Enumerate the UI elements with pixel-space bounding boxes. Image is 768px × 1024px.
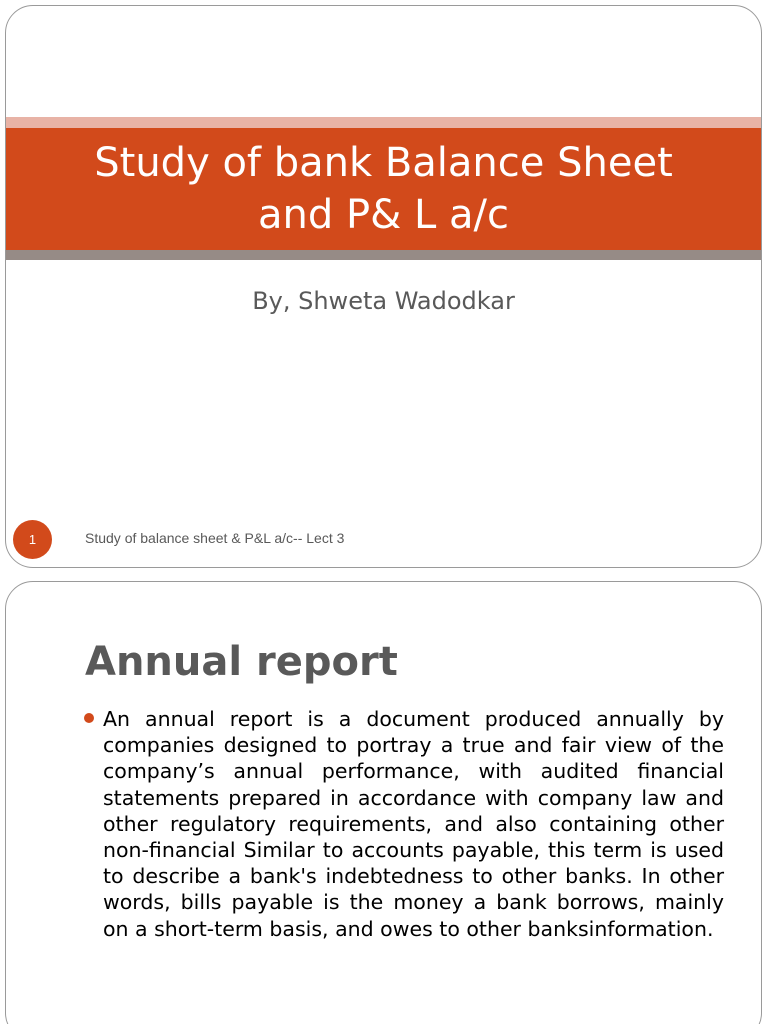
slide-footer: Study of balance sheet & P&L a/c-- Lect 3 <box>85 530 345 546</box>
title-accent-top-bar <box>6 117 761 128</box>
slide-heading: Annual report <box>85 639 398 685</box>
title-accent-bottom-bar <box>6 250 761 260</box>
slide-number: 1 <box>28 532 37 547</box>
bullet-text: An annual report is a document produced annually by companies designed to portray a true and fair view of the company’s annual performance, with audited financial statements prepared in accordance with company law and other regulatory requirements, and also containing other non-financial Similar to accounts payable, this term is used to describe a bank's indebtedness to other banks. In other words, bills payable is the money a bank borrows, mainly on a short-term basis, and owes to other banksinformation. <box>103 707 724 941</box>
title-band <box>6 128 761 250</box>
slide-1 <box>5 5 762 568</box>
bullet-item <box>84 706 724 942</box>
slide-title: Study of bank Balance Sheet and P& L a/c <box>94 140 673 238</box>
bullet-dot-icon <box>84 713 94 723</box>
slide-subtitle: By, Shweta Wadodkar <box>252 287 515 315</box>
slide-2 <box>5 581 762 1024</box>
slide-number-badge <box>13 520 52 559</box>
